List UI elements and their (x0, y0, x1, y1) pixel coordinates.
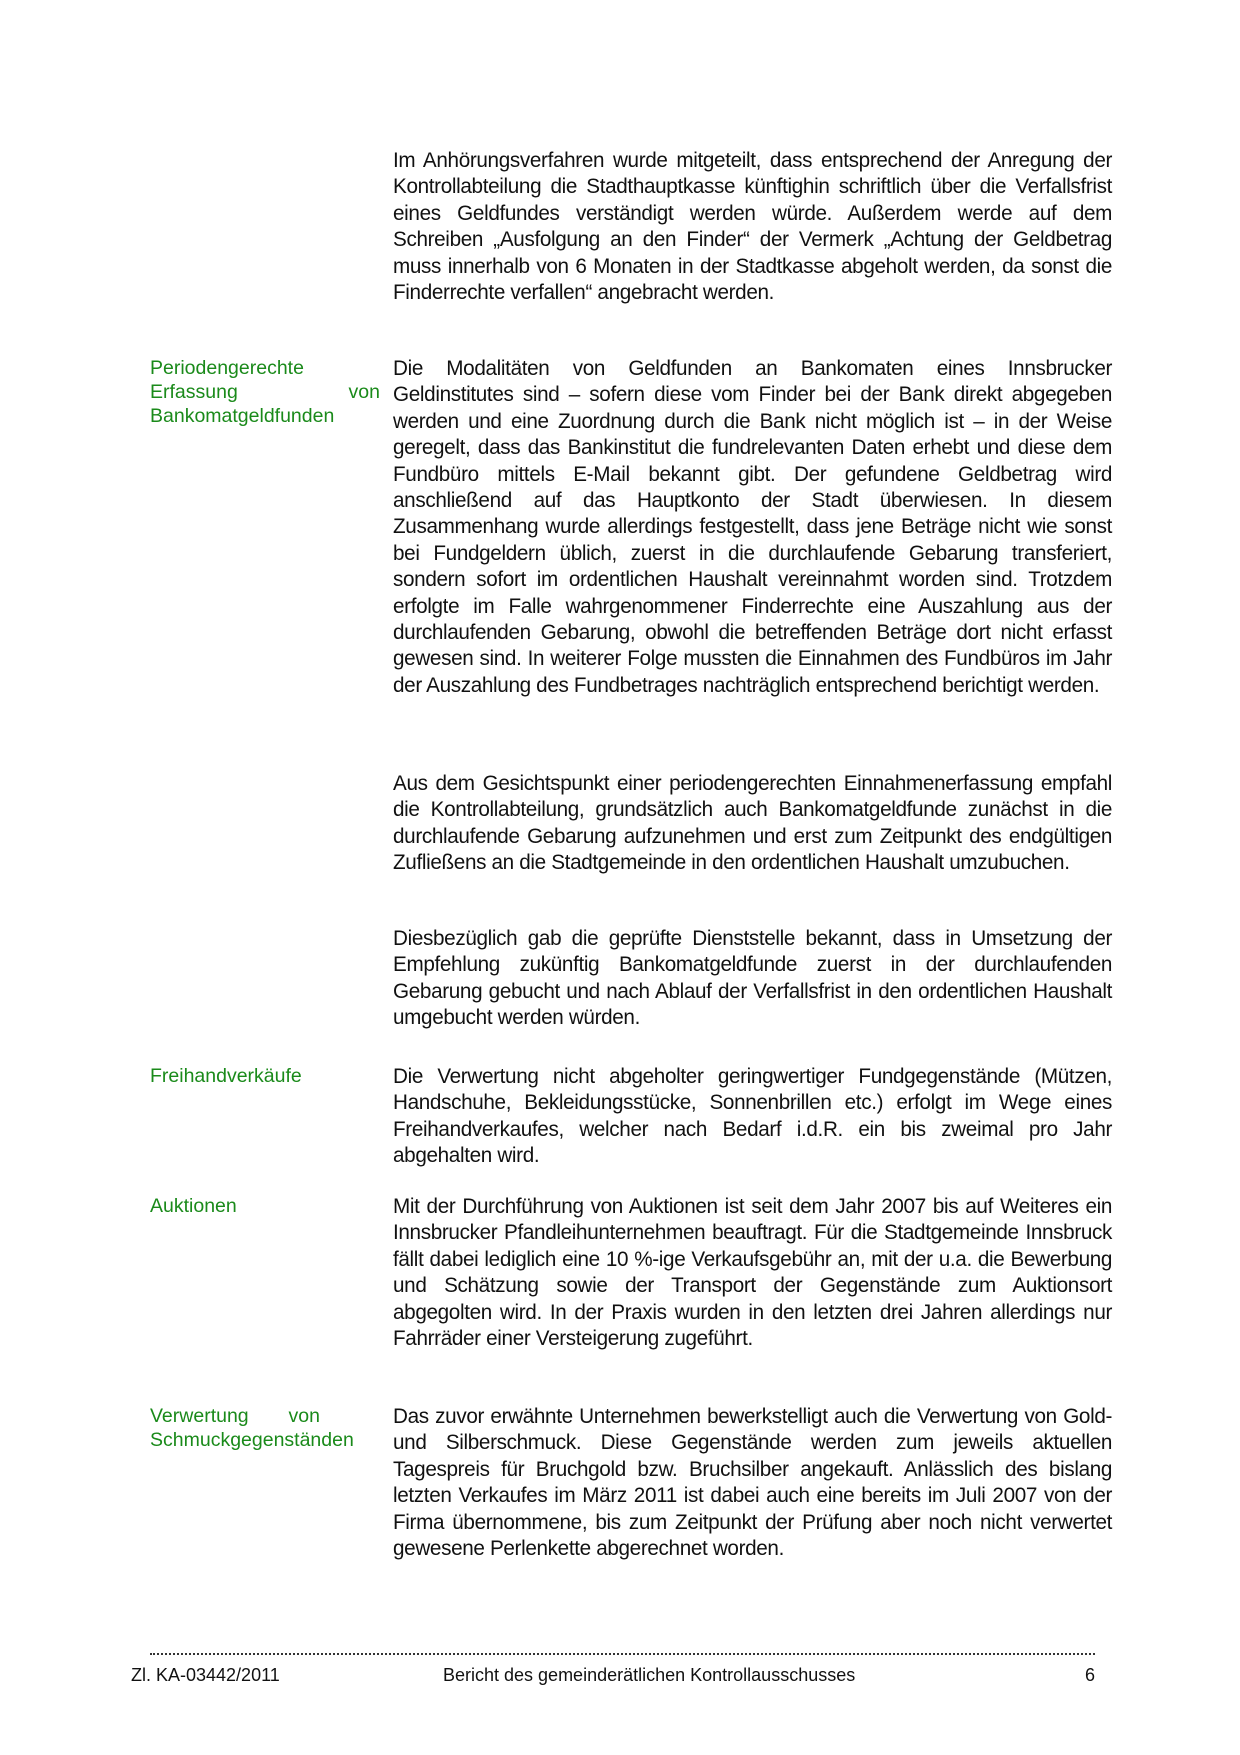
paragraph-text: Aus dem Gesichtspunkt einer periodengerechten Einnahmenerfassung empfahl die Kontrollabteilung, grundsätzlich auch Bankomatgeldfunde zunächst in die durchlaufende Gebarung aufzunehmen und erst zum Zeitpunkt des endgültigen Zufließens an die Stadtgemeinde in den ordentlichen Haushalt umzubuchen. (393, 772, 1113, 875)
paragraph-bankomat-2 (393, 771, 1112, 877)
footer-divider (150, 1650, 1095, 1655)
paragraph-freihand (393, 1064, 1112, 1170)
paragraph-text: Die Modalitäten von Geldfunden an Bankomaten eines Innsbrucker Geldinstitutes sind – sofern diese vom Finder bei der Bank direkt abgegeben werden und eine Zuordnung durch die Bank nicht möglich ist – in der Weise geregelt, dass das Bankinstitut die fundrelevanten Daten erhebt und diese dem Fundbüro mittels E-Mail bekannt gibt. Der gefundene Geldbetrag wird anschließend auf das Hauptkonto der Stadt überwiesen. In diesem Zusammenhang wurde allerdings festgestellt, dass jene Beträge nicht wie sonst bei Fundgeldern üblich, zuerst in die durchlaufende Gebarung transferiert, sondern sofort im ordentlichen Haushalt vereinnahmt worden sind. Trotzdem erfolgte im Falle wahrgenommener Finderrechte eine Auszahlung aus der durchlaufenden Gebarung, obwohl die betreffenden Beträge dort nicht erfasst gewesen sind. In weiterer Folge mussten die Einnahmen des Fundbüros im Jahr der Auszahlung des Fundbetrages nachträglich entsprechend berichtigt werden. (393, 357, 1113, 697)
paragraph-intro (393, 148, 1112, 306)
paragraph-auktionen (393, 1194, 1112, 1352)
footer-title: Bericht des gemeinderätlichen Kontrollausschusses (443, 1665, 856, 1685)
paragraph-text: Das zuvor erwähnte Unternehmen bewerkstelligt auch die Verwertung von Gold- und Silberschmuck. Diese Gegenstände werden zum jeweils aktuellen Tagespreis für Bruchgold bzw. Bruchsilber angekauft. Anlässlich des bislang letzten Verkaufes im März 2011 ist dabei auch eine bereits im Juli 2007 von der Firma übernommene, bis zum Zeitpunkt der Prüfung aber noch nicht verwertet gewesene Perlenkette abgerechnet worden. (393, 1405, 1113, 1561)
paragraph-text: Im Anhörungsverfahren wurde mitgeteilt, dass entsprechend der Anregung der Kontrollabteilung die Stadthauptkasse künftighin schriftlich über die Verfallsfrist eines Geldfundes verständigt werden würde. Außerdem werde auf dem Schreiben „Ausfolgung an den Finder“ der Vermerk „Achtung der Geldbetrag muss innerhalb von 6 Monaten in der Stadtkasse abgeholt werden, da sonst die Finderrechte verfallen“ angebracht werden. (393, 149, 1113, 305)
side-heading-freihand: Freihandverkäufe (150, 1065, 302, 1087)
paragraph-bankomat-3 (393, 926, 1112, 1032)
footer-reference: Zl. KA-03442/2011 (131, 1665, 280, 1685)
side-heading-auktionen: Auktionen (150, 1195, 237, 1217)
page-number: 6 (1085, 1665, 1096, 1685)
side-heading-bankomat: Periodengerechte Erfassung von Bankomatgeldfunden (150, 357, 380, 427)
paragraph-text: Die Verwertung nicht abgeholter geringwertiger Fundgegenstände (Mützen, Handschuhe, Bekleidungsstücke, Sonnenbrillen etc.) erfolgt im Wege eines Freihandverkaufes, welcher nach Bedarf i.d.R. ein bis zweimal pro Jahr abgehalten wird. (393, 1065, 1113, 1168)
paragraph-text: Diesbezüglich gab die geprüfte Dienststelle bekannt, dass in Umsetzung der Empfehlung zukünftig Bankomatgeldfunde zuerst in der durchlaufenden Gebarung gebucht und nach Ablauf der Verfallsfrist in den ordentlichen Haushalt umgebucht werden würden. (393, 927, 1113, 1030)
side-heading-schmuck: Verwertung von Schmuckgegenständen (150, 1405, 354, 1451)
paragraph-schmuck (393, 1404, 1112, 1562)
paragraph-bankomat-1 (393, 356, 1112, 699)
paragraph-text: Mit der Durchführung von Auktionen ist seit dem Jahr 2007 bis auf Weiteres ein Innsbrucker Pfandleihunternehmen beauftragt. Für die Stadtgemeinde Innsbruck fällt dabei lediglich eine 10 %-ige Verkaufsgebühr an, mit der u.a. die Bewerbung und Schätzung sowie der Transport der Gegenstände zum Auktionsort abgegolten wird. In der Praxis wurden in den letzten drei Jahren allerdings nur Fahrräder einer Versteigerung zugeführt. (393, 1195, 1113, 1351)
